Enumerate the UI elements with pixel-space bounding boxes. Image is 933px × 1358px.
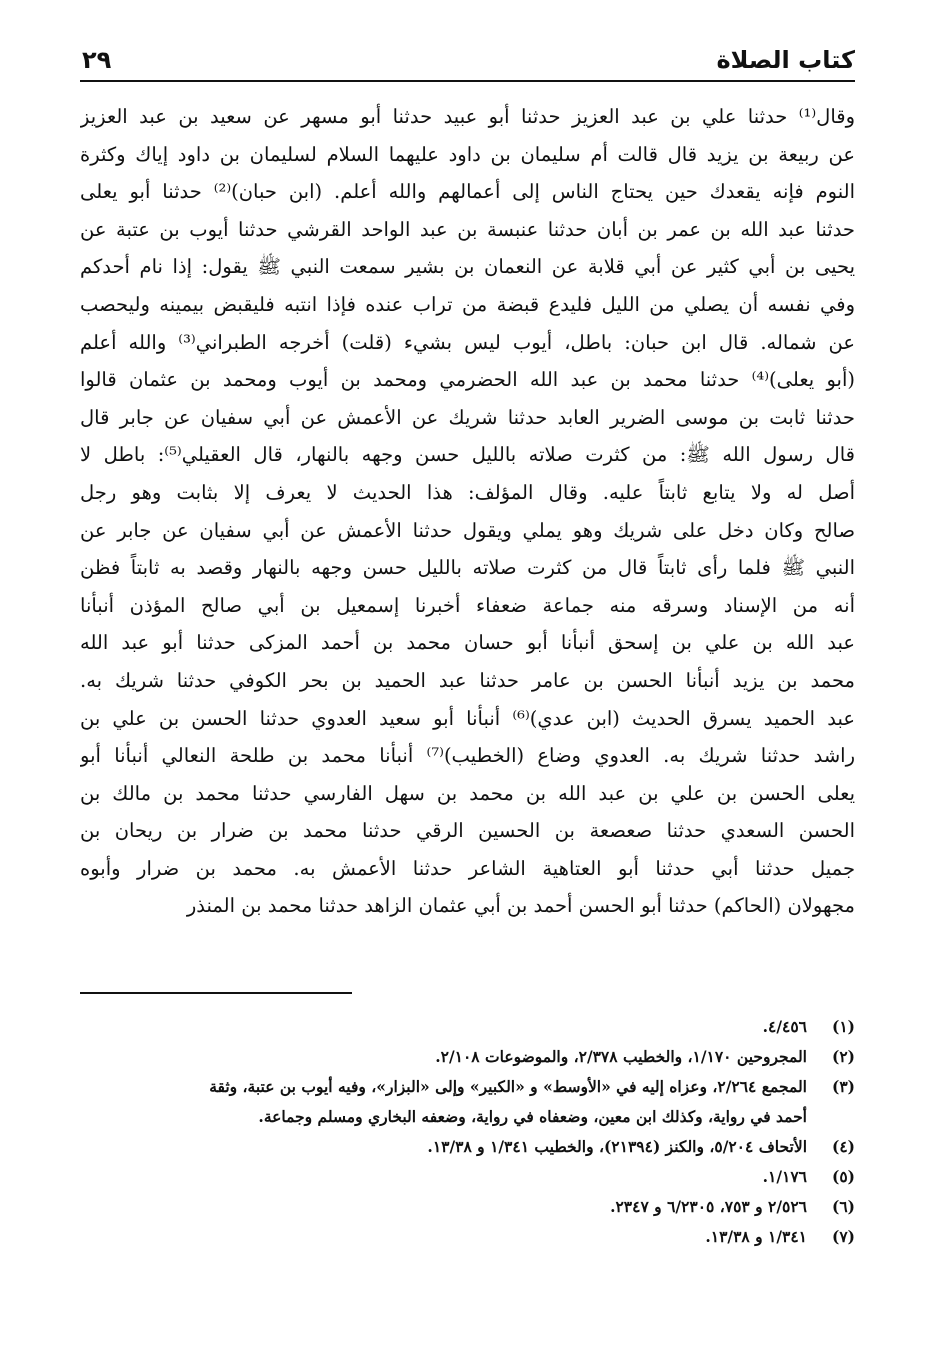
text-line: وفي نفسه أن يصلي من الليل فليدع قبضة من تراب عنده فإذا انتبه فليقبض بيمينه وليحصب: [80, 292, 855, 316]
text-line: وقال⁽¹⁾ حدثنا علي بن عبد العزيز حدثنا أبو عبيد حدثنا أبو مسهر عن سعيد بن عبد العزيز: [80, 105, 855, 128]
footnote-text: ٤/٤٥٦.: [762, 1017, 807, 1036]
text-line: عن ربيعة بن يزيد قال قالت أم سليمان بن داود عليهما السلام لسليمان بن داود إياك وكثرة: [80, 142, 855, 166]
text-line: راشد حدثنا شريك به. العدوي وضاع (الخطيب)⁽⁷⁾ أنبأنا محمد بن طلحة النعالي أنبأنا أبو: [80, 744, 855, 768]
footnote-text: الأتحاف ٥/٢٠٤، والكنز (٢١٣٩٤)، والخطيب ١/٣٤١ و ١٣/٣٨.: [427, 1137, 807, 1156]
text-line: محمد بن يزيد أنبأنا الحسن بن عامر حدثنا عبد الحميد بن بحر الكوفي حدثنا شريك به.: [80, 668, 855, 692]
page-header: [82, 40, 855, 80]
footnote-number: (٢): [831, 1047, 855, 1066]
text-line: عبد الله بن علي بن إسحق أنبأنا أبو حسان محمد بن أحمد المزكى حدثنا أبو عبد الله: [80, 631, 855, 655]
footnote-number: (٦): [831, 1197, 855, 1216]
footnote: [80, 1192, 855, 1222]
text-line: يحيى بن أبي كثير عن أبي قلابة عن النعمان بن بشير سمعت النبي ﷺ يقول: إذا نام أحدكم: [80, 255, 855, 279]
footnote-text: ١/٣٤١ و ١٣/٣٨.: [705, 1227, 807, 1246]
footnote: [80, 1012, 855, 1042]
footnote-number: (٧): [831, 1227, 855, 1246]
text-line: النوم فإنه يقعدك حين يحتاج الناس إلى أعمالهم والله أعلم. (ابن حبان)⁽²⁾ حدثنا أبو يعلى: [80, 180, 855, 204]
footnote-number: (١): [831, 1017, 855, 1036]
footnote: [80, 1072, 855, 1132]
text-line: قال رسول الله ﷺ: من كثرت صلاته بالليل حسن وجهه بالنهار، قال العقيلي⁽⁵⁾: باطل لا: [80, 443, 855, 467]
text-line: يعلى الحسن بن علي بن عبد الله بن محمد بن سهل الفارسي حدثنا محمد بن مالك بن: [80, 781, 855, 805]
footnote-separator: [80, 992, 352, 994]
text-line: جميل حدثنا أبي حدثنا أبو العتاهية الشاعر حدثنا الأعمش به. محمد بن ضرار وأبوه: [80, 856, 855, 880]
text-line: عبد الحميد يسرق الحديث (ابن عدي)⁽⁶⁾ أنبأنا أبو سعيد العدوي حدثنا الحسن بن علي بن: [80, 706, 855, 730]
footnote: [80, 1132, 855, 1162]
text-line: (أبو يعلى)⁽⁴⁾ حدثنا محمد بن عبد الله الحضرمي ومحمد بن أيوب ومحمد بن عثمان قالوا: [80, 368, 855, 392]
text-line: حدثنا ثابت بن موسى الضرير العابد حدثنا شريك عن الأعمش عن أبي سفيان عن جابر قال: [80, 405, 855, 429]
footnote-number: (٤): [831, 1137, 855, 1156]
footnote-text: أحمد في رواية، وكذلك ابن معين، وضعفاه في رواية، وضعفه البخاري ومسلم وجماعة.: [258, 1107, 807, 1126]
footnote: [80, 1042, 855, 1072]
text-line: أصل له ولا يتابع ثابتاً عليه. وقال المؤلف: هذا الحديث لا يعرف إلا بثابت وهو رجل: [80, 480, 855, 504]
footnote-number: (٣): [831, 1077, 855, 1096]
main-text: [80, 98, 855, 925]
book-title: كتاب الصلاة: [716, 46, 855, 74]
text-line: الحسن السعدي حدثنا صعصعة بن الحسين الرقي حدثنا محمد بن ضرار بن ريحان بن: [80, 819, 855, 843]
text-line: صالح وكان دخل على شريك وهو يملي ويقول حدثنا الأعمش عن أبي سفيان عن جابر عن: [80, 518, 855, 542]
footnote-number: (٥): [831, 1167, 855, 1186]
text-line: عن شماله. قال ابن حبان: باطل، أيوب ليس بشيء (قلت) أخرجه الطبراني⁽³⁾ والله أعلم: [80, 330, 855, 354]
header-rule: [80, 80, 855, 82]
footnote-text: المجمع ٢/٢٦٤، وعزاه إليه في «الأوسط» و «الكبير» وإلى «البزار»، وفيه أيوب بن عتبة، وثقة: [209, 1077, 807, 1096]
text-line: مجهولان (الحاكم) حدثنا أبو الحسن أحمد بن أبي عثمان الزاهد حدثنا محمد بن المنذر: [186, 894, 855, 918]
footnote: [80, 1222, 855, 1252]
text-line: حدثنا عبد الله بن عمر بن أبان حدثنا عنبسة بن عبد الواحد القرشي حدثنا أيوب بن عتبة عن: [80, 217, 855, 241]
footnote-text: المجروحين ١/١٧٠، والخطيب ٢/٣٧٨، والموضوعات ٢/١٠٨.: [435, 1047, 807, 1066]
footnotes: [80, 1012, 855, 1252]
text-line: النبي ﷺ فلما رأى ثابتاً قال من كثرت صلاته بالليل حسن وجهه بالنهار وقصد به ثابتاً فظن: [80, 556, 855, 580]
footnote: [80, 1162, 855, 1192]
text-line: أنه من الإسناد وسرقه منه جماعة ضعفاء أخبرنا إسمعيل بن أبي صالح المؤذن أنبأنا: [80, 593, 855, 617]
footnote-text: ١/١٧٦.: [762, 1167, 807, 1186]
footnote-text: ٢/٥٢٦ و ٧٥٣، ٦/٢٣٠٥ و ٢٣٤٧.: [610, 1197, 807, 1216]
page-number: ٢٩: [82, 46, 112, 74]
